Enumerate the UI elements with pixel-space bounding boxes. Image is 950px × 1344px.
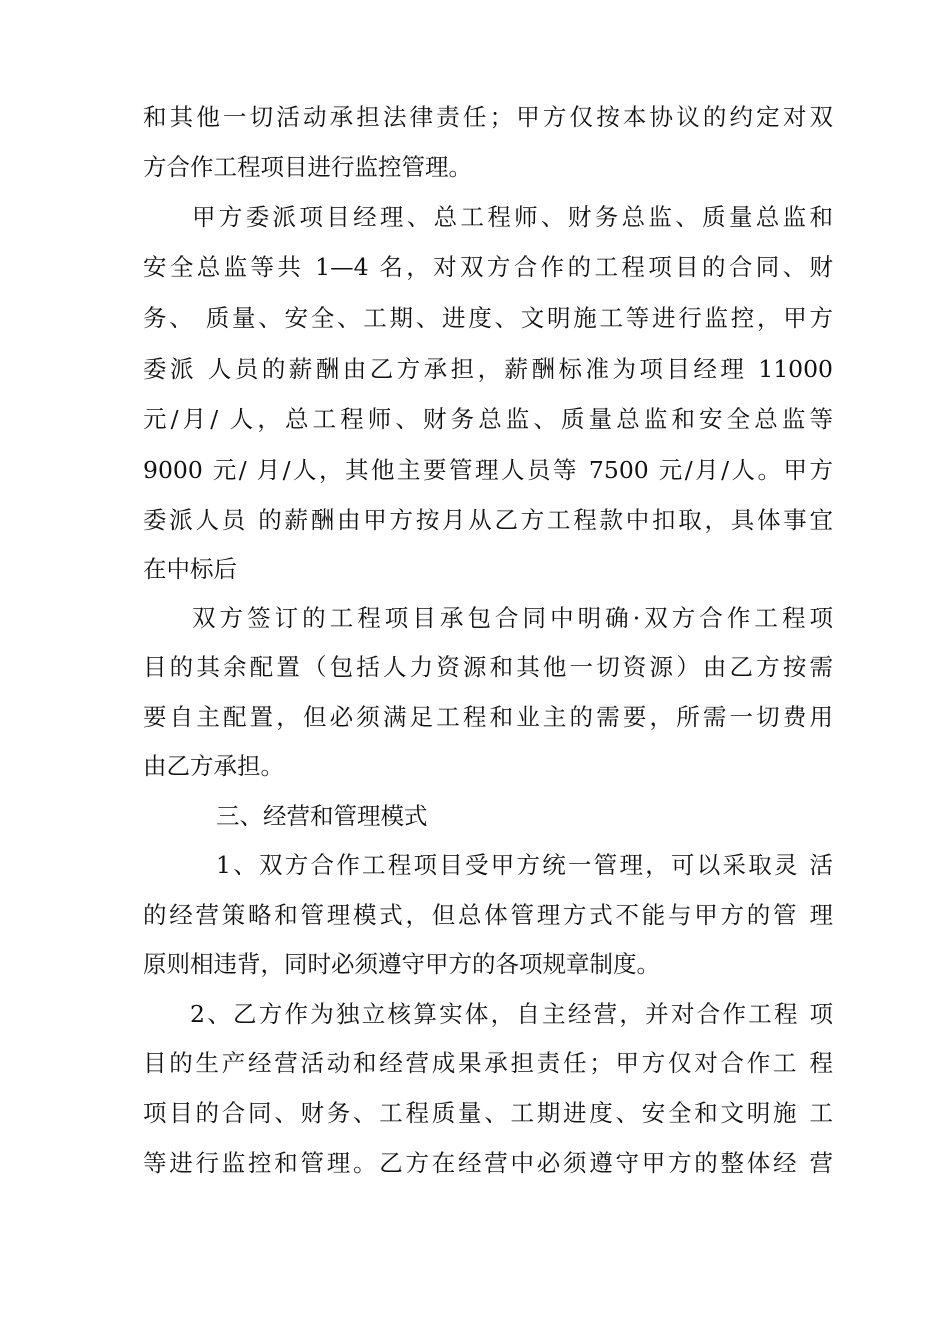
- text-line-20: 目的生产经营活动和经营成果承担责任；甲方仅对合作工 程: [143, 1049, 833, 1077]
- text-line-21: 项目的合同、财务、工程质量、工期进度、安全和文明施 工: [143, 1099, 833, 1127]
- text-line-16: 1、双方合作工程项目受甲方统一管理，可以采取灵 活: [216, 851, 833, 879]
- text-line-1: 和其他一切活动承担法律责任；甲方仅按本协议的约定对双: [143, 103, 833, 131]
- text-line-12: 目的其余配置（包括人力资源和其他一切资源）由乙方按需: [143, 653, 833, 681]
- text-line-5: 务、 质量、安全、工期、进度、文明施工等进行监控，甲方: [143, 304, 833, 332]
- text-line-11: 双方签订的工程项目承包合同中明确·双方合作工程项: [192, 604, 833, 632]
- section-heading: 三、经营和管理模式: [216, 802, 428, 830]
- text-line-10: 在中标后: [143, 555, 237, 583]
- text-line-17: 的经营策略和管理模式，但总体管理方式不能与甲方的管 理: [143, 901, 833, 929]
- text-line-4: 安全总监等共 1—4 名，对双方合作的工程项目的合同、财: [143, 253, 833, 281]
- text-line-19: 2、乙方作为独立核算实体，自主经营，并对合作工程 项: [190, 1000, 833, 1028]
- text-line-13: 要自主配置，但必须满足工程和业主的需要，所需一切费用: [143, 703, 833, 731]
- text-line-6: 委派 人员的薪酬由乙方承担，薪酬标准为项目经理 11000: [143, 355, 833, 383]
- text-line-2: 方合作工程项目进行监控管理。: [143, 153, 472, 181]
- text-line-22: 等进行监控和管理。乙方在经营中必须遵守甲方的整体经 营: [143, 1149, 833, 1177]
- text-line-14: 由乙方承担。: [143, 752, 284, 780]
- text-line-8: 9000 元/ 月/人，其他主要管理人员等 7500 元/月/人。甲方: [143, 456, 833, 484]
- text-line-3: 甲方委派项目经理、总工程师、财务总监、质量总监和: [192, 203, 833, 231]
- text-line-9: 委派人员 的薪酬由甲方按月从乙方工程款中扣取，具体事宜: [143, 506, 833, 534]
- text-line-18: 原则相违背，同时必须遵守甲方的各项规章制度。: [143, 950, 660, 978]
- text-line-7: 元/月/ 人，总工程师、财务总监、质量总监和安全总监等: [143, 405, 833, 433]
